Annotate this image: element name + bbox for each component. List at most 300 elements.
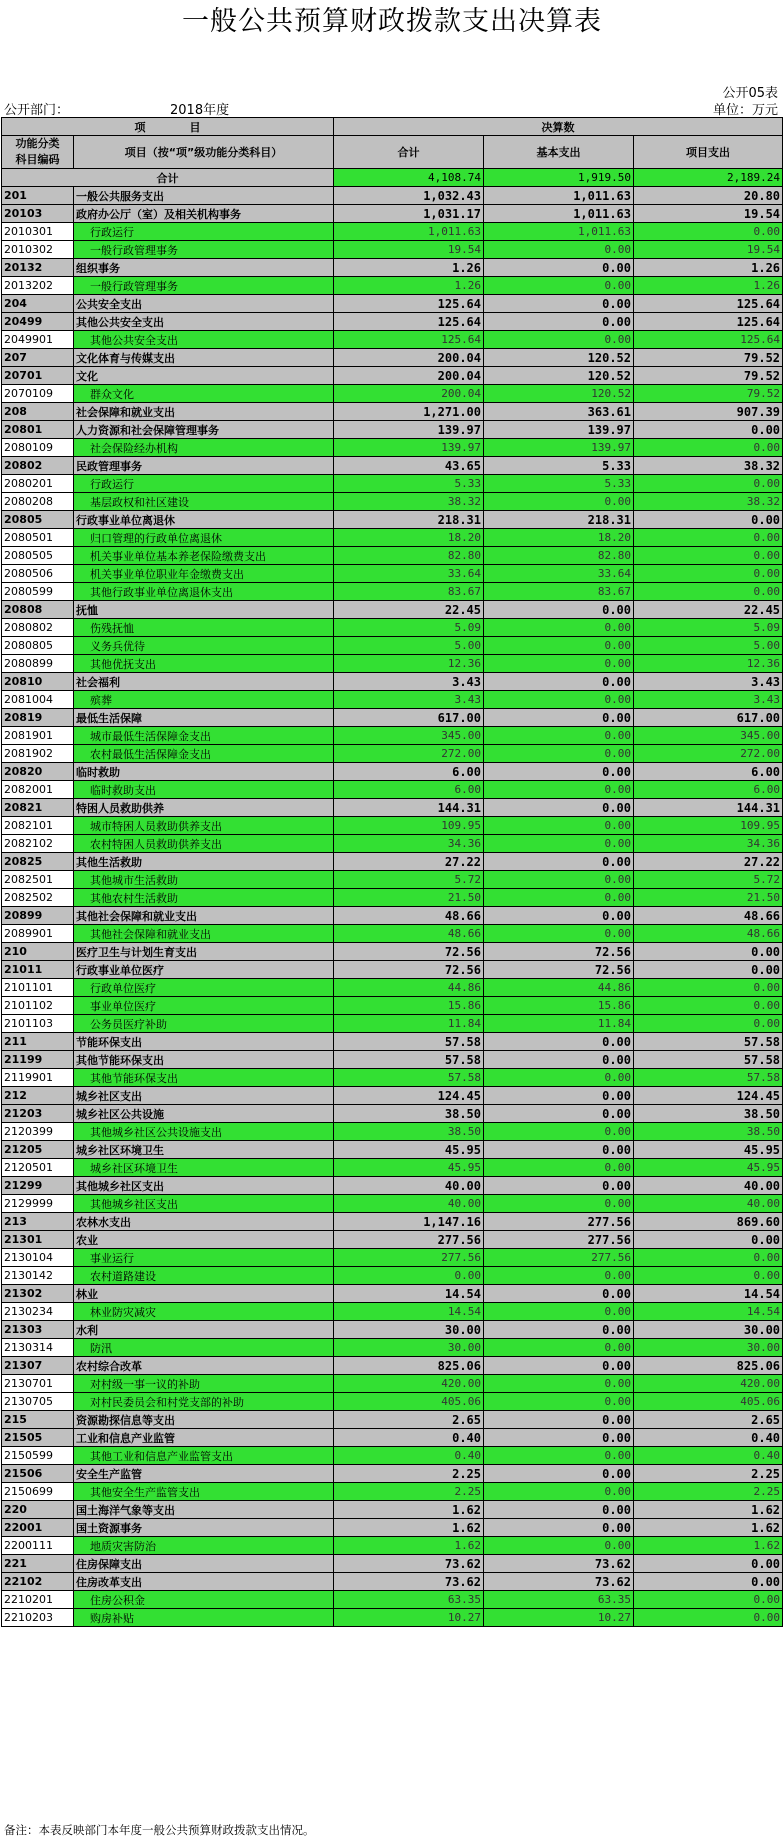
row-basic: 1,011.63 <box>484 205 634 223</box>
table-row <box>2 187 783 205</box>
row-project: 405.06 <box>634 1393 783 1411</box>
table-row <box>2 853 783 871</box>
row-basic: 0.00 <box>484 277 634 295</box>
row-project: 1.62 <box>634 1519 783 1537</box>
row-total: 30.00 <box>334 1339 484 1357</box>
row-name: 义务兵优待 <box>74 637 334 655</box>
table-row <box>2 1051 783 1069</box>
row-name: 医疗卫生与计划生育支出 <box>74 943 334 961</box>
row-basic: 0.00 <box>484 655 634 673</box>
row-basic: 0.00 <box>484 1069 634 1087</box>
table-row <box>2 727 783 745</box>
row-basic: 0.00 <box>484 1429 634 1447</box>
row-code: 2120501 <box>2 1159 74 1177</box>
row-project: 0.00 <box>634 1015 783 1033</box>
table-row <box>2 1105 783 1123</box>
row-code: 21203 <box>2 1105 74 1123</box>
row-project: 0.00 <box>634 547 783 565</box>
table-row <box>2 835 783 853</box>
row-name: 农林水支出 <box>74 1213 334 1231</box>
row-total: 45.95 <box>334 1159 484 1177</box>
table-row <box>2 1267 783 1285</box>
row-name: 其他工业和信息产业监管支出 <box>74 1447 334 1465</box>
row-basic: 0.00 <box>484 1159 634 1177</box>
row-code: 20132 <box>2 259 74 277</box>
row-name: 组织事务 <box>74 259 334 277</box>
row-project: 27.22 <box>634 853 783 871</box>
row-total: 38.50 <box>334 1105 484 1123</box>
row-name: 对村级一事一议的补助 <box>74 1375 334 1393</box>
row-basic: 0.00 <box>484 1411 634 1429</box>
row-project: 1.26 <box>634 277 783 295</box>
row-code: 21205 <box>2 1141 74 1159</box>
header-row-2 <box>2 136 783 169</box>
row-total: 40.00 <box>334 1177 484 1195</box>
form-number: 公开05表 <box>722 86 778 101</box>
row-name: 社会福利 <box>74 673 334 691</box>
table-row <box>2 673 783 691</box>
row-basic: 73.62 <box>484 1555 634 1573</box>
row-basic: 5.33 <box>484 457 634 475</box>
row-project: 0.00 <box>634 439 783 457</box>
row-basic: 0.00 <box>484 1465 634 1483</box>
table-row <box>2 601 783 619</box>
row-project: 125.64 <box>634 313 783 331</box>
row-project: 0.00 <box>634 421 783 439</box>
row-project: 30.00 <box>634 1339 783 1357</box>
unit-label: 单位：万元 <box>712 103 778 118</box>
row-total: 1.62 <box>334 1537 484 1555</box>
row-total: 73.62 <box>334 1573 484 1591</box>
row-name: 行政事业单位离退休 <box>74 511 334 529</box>
row-name: 其他公共安全支出 <box>74 331 334 349</box>
table-row <box>2 1249 783 1267</box>
table-row <box>2 439 783 457</box>
table-row <box>2 295 783 313</box>
row-basic: 0.00 <box>484 1123 634 1141</box>
row-code: 221 <box>2 1555 74 1573</box>
row-total: 144.31 <box>334 799 484 817</box>
row-basic: 0.00 <box>484 799 634 817</box>
row-project: 1.62 <box>634 1501 783 1519</box>
row-project: 272.00 <box>634 745 783 763</box>
row-total: 30.00 <box>334 1321 484 1339</box>
row-basic: 10.27 <box>484 1609 634 1627</box>
row-name: 社会保险经办机构 <box>74 439 334 457</box>
row-total: 43.65 <box>334 457 484 475</box>
row-total: 124.45 <box>334 1087 484 1105</box>
table-row <box>2 1231 783 1249</box>
row-total: 2.25 <box>334 1465 484 1483</box>
table-row <box>2 457 783 475</box>
row-total: 14.54 <box>334 1303 484 1321</box>
row-name: 对村民委员会和村党支部的补助 <box>74 1393 334 1411</box>
row-project: 0.00 <box>634 1267 783 1285</box>
row-basic: 83.67 <box>484 583 634 601</box>
table-row <box>2 781 783 799</box>
row-code: 21299 <box>2 1177 74 1195</box>
row-code: 2080201 <box>2 475 74 493</box>
row-name: 事业单位医疗 <box>74 997 334 1015</box>
row-basic: 0.00 <box>484 673 634 691</box>
row-name: 住房改革支出 <box>74 1573 334 1591</box>
row-code: 2129999 <box>2 1195 74 1213</box>
row-basic: 0.00 <box>484 259 634 277</box>
table-row <box>2 1573 783 1591</box>
row-project: 144.31 <box>634 799 783 817</box>
table-row <box>2 349 783 367</box>
table-row <box>2 385 783 403</box>
row-project: 825.06 <box>634 1357 783 1375</box>
row-project: 38.32 <box>634 457 783 475</box>
row-total: 0.40 <box>334 1447 484 1465</box>
row-basic: 139.97 <box>484 439 634 457</box>
table-body <box>2 169 783 1627</box>
table-row <box>2 655 783 673</box>
row-code: 2130104 <box>2 1249 74 1267</box>
row-project: 30.00 <box>634 1321 783 1339</box>
table-row <box>2 1411 783 1429</box>
row-name: 一般行政管理事务 <box>74 277 334 295</box>
row-code: 2130142 <box>2 1267 74 1285</box>
table-row <box>2 1393 783 1411</box>
row-code: 204 <box>2 295 74 313</box>
row-basic: 44.86 <box>484 979 634 997</box>
row-project: 57.58 <box>634 1051 783 1069</box>
row-basic: 15.86 <box>484 997 634 1015</box>
row-code: 2049901 <box>2 331 74 349</box>
row-code: 2080505 <box>2 547 74 565</box>
row-project: 22.45 <box>634 601 783 619</box>
row-name: 防汛 <box>74 1339 334 1357</box>
table-row <box>2 1483 783 1501</box>
row-total: 200.04 <box>334 367 484 385</box>
header-item: 项 目 <box>2 118 334 136</box>
row-total: 125.64 <box>334 313 484 331</box>
row-basic: 0.00 <box>484 745 634 763</box>
row-total: 272.00 <box>334 745 484 763</box>
row-total: 1,032.43 <box>334 187 484 205</box>
row-total: 73.62 <box>334 1555 484 1573</box>
row-total: 1,031.17 <box>334 205 484 223</box>
row-code: 2150699 <box>2 1483 74 1501</box>
row-name: 特困人员救助供养 <box>74 799 334 817</box>
row-project: 3.43 <box>634 673 783 691</box>
row-name: 国土海洋气象等支出 <box>74 1501 334 1519</box>
row-code: 2081901 <box>2 727 74 745</box>
row-total: 1.26 <box>334 259 484 277</box>
row-code: 2010302 <box>2 241 74 259</box>
row-project: 0.00 <box>634 979 783 997</box>
row-project: 45.95 <box>634 1159 783 1177</box>
row-code: 212 <box>2 1087 74 1105</box>
row-code: 2130701 <box>2 1375 74 1393</box>
row-total: 48.66 <box>334 907 484 925</box>
row-project: 79.52 <box>634 367 783 385</box>
total-project: 2,189.24 <box>634 169 783 187</box>
row-name: 国土资源事务 <box>74 1519 334 1537</box>
total-basic: 1,919.50 <box>484 169 634 187</box>
row-basic: 277.56 <box>484 1213 634 1231</box>
row-name: 归口管理的行政单位离退休 <box>74 529 334 547</box>
row-total: 139.97 <box>334 439 484 457</box>
row-code: 2082001 <box>2 781 74 799</box>
row-basic: 0.00 <box>484 1105 634 1123</box>
table-row <box>2 1123 783 1141</box>
row-basic: 0.00 <box>484 1357 634 1375</box>
row-total: 6.00 <box>334 763 484 781</box>
row-total: 72.56 <box>334 943 484 961</box>
row-basic: 0.00 <box>484 1087 634 1105</box>
row-total: 5.33 <box>334 475 484 493</box>
row-project: 21.50 <box>634 889 783 907</box>
row-project: 0.00 <box>634 943 783 961</box>
row-code: 2101103 <box>2 1015 74 1033</box>
row-project: 57.58 <box>634 1033 783 1051</box>
row-code: 2081902 <box>2 745 74 763</box>
row-total: 33.64 <box>334 565 484 583</box>
row-code: 2101101 <box>2 979 74 997</box>
row-total: 6.00 <box>334 781 484 799</box>
row-project: 0.00 <box>634 529 783 547</box>
row-name: 城乡社区支出 <box>74 1087 334 1105</box>
table-row <box>2 925 783 943</box>
row-total: 57.58 <box>334 1069 484 1087</box>
row-code: 2082501 <box>2 871 74 889</box>
header-name: 项目（按“项”级功能分类科目） <box>74 136 334 169</box>
table-row <box>2 817 783 835</box>
row-basic: 0.00 <box>484 331 634 349</box>
row-basic: 0.00 <box>484 889 634 907</box>
row-code: 2210203 <box>2 1609 74 1627</box>
row-code: 201 <box>2 187 74 205</box>
table-row <box>2 1447 783 1465</box>
table-row <box>2 1591 783 1609</box>
row-code: 21307 <box>2 1357 74 1375</box>
row-name: 文化体育与传媒支出 <box>74 349 334 367</box>
row-name: 林业防灾减灾 <box>74 1303 334 1321</box>
row-basic: 0.00 <box>484 1375 634 1393</box>
row-total: 200.04 <box>334 349 484 367</box>
row-basic: 0.00 <box>484 1321 634 1339</box>
total-row <box>2 169 783 187</box>
row-basic: 63.35 <box>484 1591 634 1609</box>
header-total: 合计 <box>334 136 484 169</box>
row-total: 15.86 <box>334 997 484 1015</box>
table-row <box>2 1555 783 1573</box>
row-project: 0.40 <box>634 1447 783 1465</box>
table-row <box>2 1609 783 1627</box>
row-total: 82.80 <box>334 547 484 565</box>
row-basic: 0.00 <box>484 1177 634 1195</box>
row-code: 22001 <box>2 1519 74 1537</box>
row-project: 48.66 <box>634 907 783 925</box>
row-code: 21506 <box>2 1465 74 1483</box>
row-name: 购房补贴 <box>74 1609 334 1627</box>
row-code: 21199 <box>2 1051 74 1069</box>
row-code: 2101102 <box>2 997 74 1015</box>
row-basic: 0.00 <box>484 241 634 259</box>
row-basic: 0.00 <box>484 637 634 655</box>
row-basic: 0.00 <box>484 853 634 871</box>
row-code: 2130234 <box>2 1303 74 1321</box>
row-code: 2080599 <box>2 583 74 601</box>
row-name: 住房保障支出 <box>74 1555 334 1573</box>
table-row <box>2 1375 783 1393</box>
row-basic: 5.33 <box>484 475 634 493</box>
table-row <box>2 709 783 727</box>
row-total: 14.54 <box>334 1285 484 1303</box>
row-code: 2200111 <box>2 1537 74 1555</box>
row-total: 83.67 <box>334 583 484 601</box>
table-row <box>2 763 783 781</box>
row-code: 20499 <box>2 313 74 331</box>
row-name: 其他节能环保支出 <box>74 1051 334 1069</box>
row-code: 20701 <box>2 367 74 385</box>
row-total: 277.56 <box>334 1249 484 1267</box>
row-total: 1,271.00 <box>334 403 484 421</box>
row-code: 2080208 <box>2 493 74 511</box>
row-total: 405.06 <box>334 1393 484 1411</box>
table-row <box>2 889 783 907</box>
row-project: 2.25 <box>634 1465 783 1483</box>
table-row <box>2 871 783 889</box>
row-basic: 139.97 <box>484 421 634 439</box>
table-row <box>2 1357 783 1375</box>
row-name: 节能环保支出 <box>74 1033 334 1051</box>
table-row <box>2 529 783 547</box>
row-name: 其他优抚支出 <box>74 655 334 673</box>
row-total: 2.25 <box>334 1483 484 1501</box>
row-basic: 363.61 <box>484 403 634 421</box>
total-label: 合计 <box>2 169 334 187</box>
row-project: 5.72 <box>634 871 783 889</box>
row-name: 民政管理事务 <box>74 457 334 475</box>
row-name: 其他城乡社区支出 <box>74 1177 334 1195</box>
row-name: 其他社会保障和就业支出 <box>74 925 334 943</box>
row-project: 0.00 <box>634 1591 783 1609</box>
row-project: 1.62 <box>634 1537 783 1555</box>
table-row <box>2 979 783 997</box>
row-name: 其他城乡社区支出 <box>74 1195 334 1213</box>
row-basic: 0.00 <box>484 295 634 313</box>
row-code: 22102 <box>2 1573 74 1591</box>
row-code: 2080109 <box>2 439 74 457</box>
header-code <box>2 136 74 169</box>
row-name: 行政单位医疗 <box>74 979 334 997</box>
row-project: 14.54 <box>634 1303 783 1321</box>
row-basic: 0.00 <box>484 925 634 943</box>
table-row <box>2 1033 783 1051</box>
row-code: 20825 <box>2 853 74 871</box>
row-name: 农村道路建设 <box>74 1267 334 1285</box>
row-basic: 0.00 <box>484 1033 634 1051</box>
row-name: 其他安全生产监管支出 <box>74 1483 334 1501</box>
header-basic: 基本支出 <box>484 136 634 169</box>
row-total: 27.22 <box>334 853 484 871</box>
row-code: 213 <box>2 1213 74 1231</box>
table-row <box>2 1303 783 1321</box>
row-code: 2080501 <box>2 529 74 547</box>
row-project: 0.00 <box>634 583 783 601</box>
row-project: 0.00 <box>634 1249 783 1267</box>
row-total: 125.64 <box>334 295 484 313</box>
row-basic: 72.56 <box>484 943 634 961</box>
table-row <box>2 907 783 925</box>
row-name: 城乡社区公共设施 <box>74 1105 334 1123</box>
row-project: 57.58 <box>634 1069 783 1087</box>
row-total: 40.00 <box>334 1195 484 1213</box>
row-name: 基层政权和社区建设 <box>74 493 334 511</box>
table-row <box>2 1159 783 1177</box>
row-total: 72.56 <box>334 961 484 979</box>
row-total: 109.95 <box>334 817 484 835</box>
row-basic: 0.00 <box>484 1501 634 1519</box>
row-total: 38.32 <box>334 493 484 511</box>
row-basic: 120.52 <box>484 385 634 403</box>
header-project: 项目支出 <box>634 136 783 169</box>
row-name: 农村特困人员救助供养支出 <box>74 835 334 853</box>
table-row <box>2 511 783 529</box>
row-project: 3.43 <box>634 691 783 709</box>
row-name: 殡葬 <box>74 691 334 709</box>
row-code: 2119901 <box>2 1069 74 1087</box>
row-basic: 1,011.63 <box>484 223 634 241</box>
row-name: 行政运行 <box>74 475 334 493</box>
row-basic: 0.00 <box>484 619 634 637</box>
row-name: 住房公积金 <box>74 1591 334 1609</box>
row-project: 0.00 <box>634 1231 783 1249</box>
row-name: 文化 <box>74 367 334 385</box>
dept-label: 公开部门： <box>4 103 70 118</box>
row-total: 617.00 <box>334 709 484 727</box>
table-row <box>2 1177 783 1195</box>
row-total: 34.36 <box>334 835 484 853</box>
row-code: 2082502 <box>2 889 74 907</box>
row-code: 2080805 <box>2 637 74 655</box>
row-project: 125.64 <box>634 295 783 313</box>
row-code: 2080802 <box>2 619 74 637</box>
row-project: 0.00 <box>634 565 783 583</box>
row-name: 水利 <box>74 1321 334 1339</box>
row-project: 124.45 <box>634 1087 783 1105</box>
row-basic: 0.00 <box>484 1141 634 1159</box>
row-name: 临时救助支出 <box>74 781 334 799</box>
row-code: 208 <box>2 403 74 421</box>
row-total: 63.35 <box>334 1591 484 1609</box>
row-name: 人力资源和社会保障管理事务 <box>74 421 334 439</box>
row-name: 公共安全支出 <box>74 295 334 313</box>
row-name: 临时救助 <box>74 763 334 781</box>
header-code-text: 功能分类 科目编码 <box>15 137 60 166</box>
row-code: 20819 <box>2 709 74 727</box>
row-total: 45.95 <box>334 1141 484 1159</box>
row-basic: 0.00 <box>484 1483 634 1501</box>
row-basic: 18.20 <box>484 529 634 547</box>
row-basic: 0.00 <box>484 313 634 331</box>
row-name: 行政运行 <box>74 223 334 241</box>
row-total: 420.00 <box>334 1375 484 1393</box>
table-row <box>2 637 783 655</box>
row-code: 21303 <box>2 1321 74 1339</box>
row-code: 2070109 <box>2 385 74 403</box>
row-basic: 0.00 <box>484 1303 634 1321</box>
row-basic: 82.80 <box>484 547 634 565</box>
table-row <box>2 1429 783 1447</box>
row-total: 19.54 <box>334 241 484 259</box>
row-project: 34.36 <box>634 835 783 853</box>
row-basic: 0.00 <box>484 1051 634 1069</box>
